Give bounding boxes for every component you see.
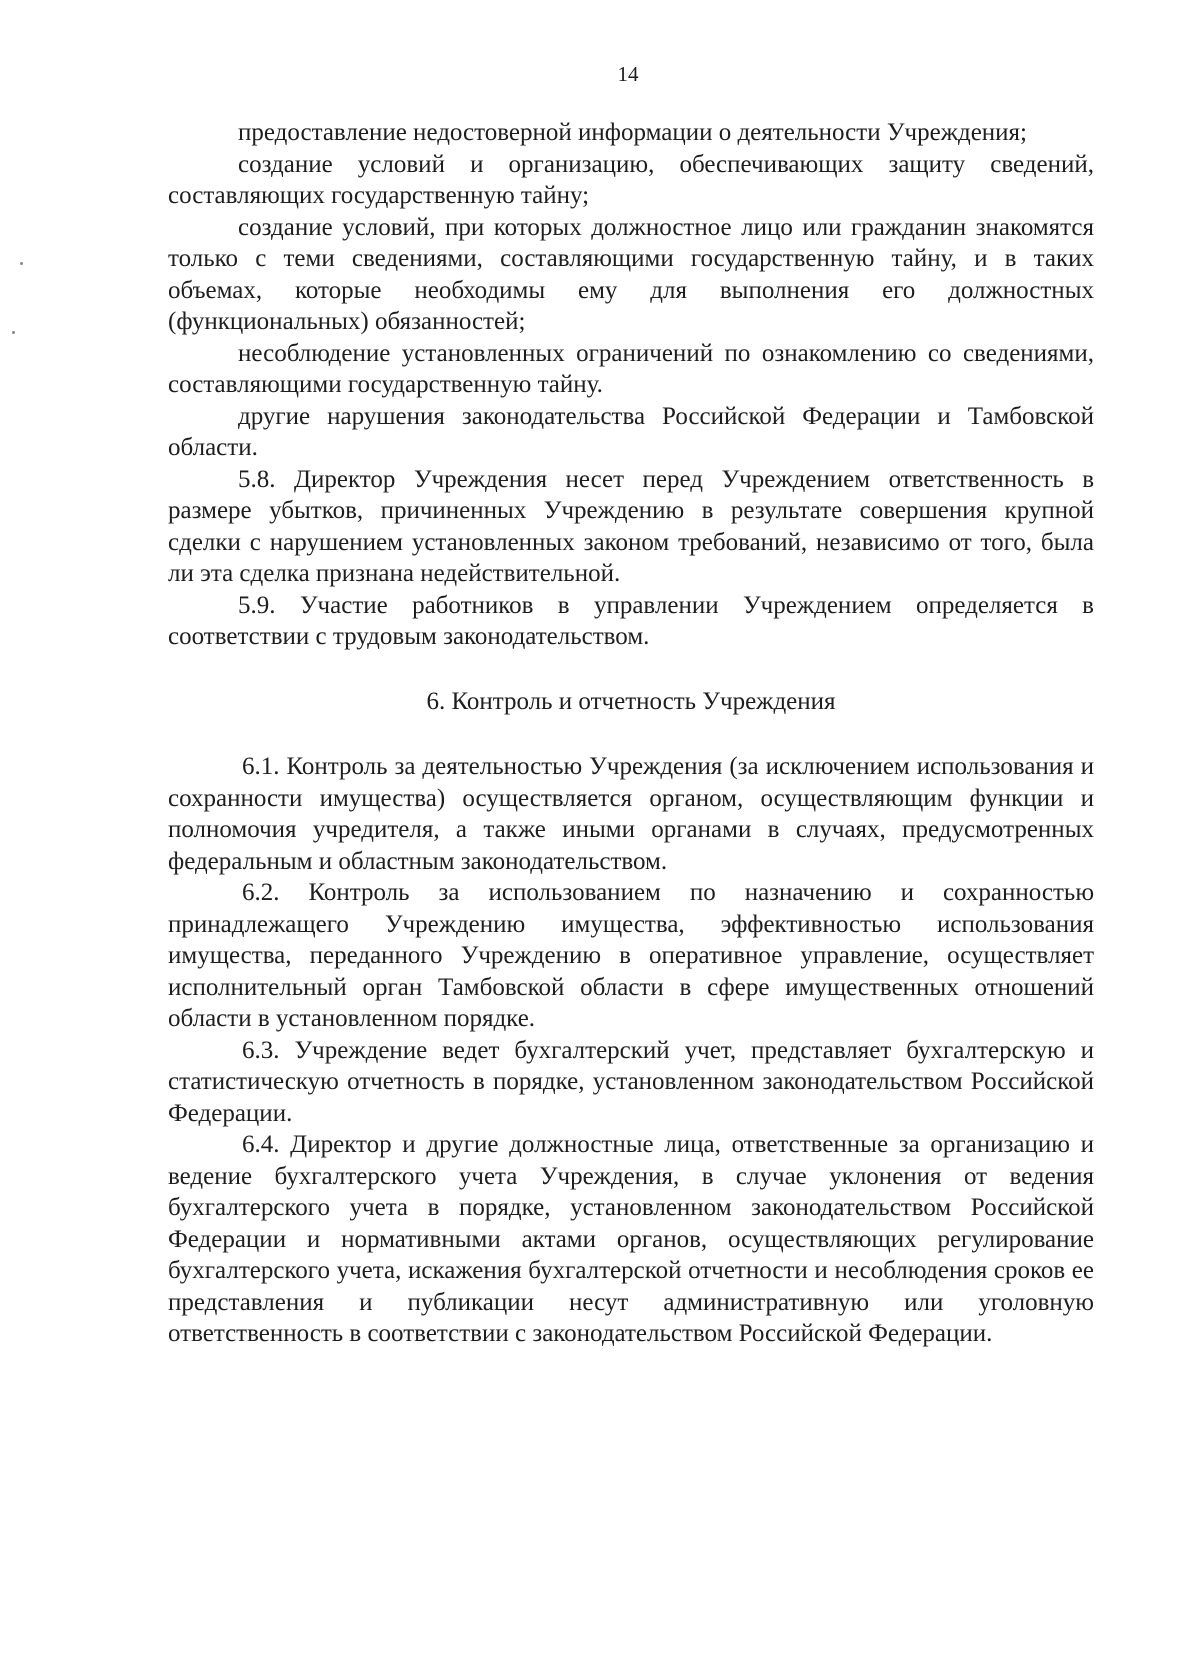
paragraph-5-9: 5.9. Участие работников в управлении Учреждением определяется в соответствии с трудовым законодательством. — [168, 591, 1094, 650]
paragraph-6-3: 6.3. Учреждение ведет бухгалтерский учет, представляет бухгалтерскую и статистическую отчетность в порядке, установленном законодательством Российской Федерации. — [168, 1036, 1094, 1127]
paragraph-6-4: 6.4. Директор и другие должностные лица, ответственные за организацию и ведение бухгалтерского учета Учреждения, в случае уклонения от ведения бухгалтерского учета в порядке, установленном законодательством Российской Федерации и нормативными актами органов, осуществляющих регулирование бухгалтерского учета, искажения бухгалтерской отчетности и несоблюдения сроков ее представления и публикации несут административную или уголовную ответственность в соответствии с законодательством Российской Федерации. — [168, 1131, 1094, 1347]
paragraph-access-restrictions: несоблюдение установленных ограничений по ознакомлению со сведениями, составляющими государственную тайну. — [168, 339, 1094, 398]
paragraph-5-8: 5.8. Директор Учреждения несет перед Учреждением ответственность в размере убытков, причиненных Учреждению в результате совершения крупной сделки с нарушением установленных законом требований, независимо от того, была ли эта сделка признана недействительной. — [168, 465, 1094, 587]
paragraph-unreliable-information: предоставление недостоверной информации о деятельности Учреждения; — [238, 119, 1027, 146]
section-heading: 6. Контроль и отчетность Учреждения — [426, 687, 836, 715]
paragraph-state-secret-protection: создание условий и организацию, обеспечивающих защиту сведений, составляющих государственную тайну; — [168, 150, 1094, 209]
page-number: 14 — [617, 62, 639, 86]
paragraph-other-violations: другие нарушения законодательства Российской Федерации и Тамбовской области. — [168, 402, 1094, 461]
document-body — [168, 117, 1094, 1350]
scan-speck-bottom — [12, 331, 15, 334]
paragraph-access-conditions: создание условий, при которых должностное лицо или гражданин знакомятся только с теми сведениями, составляющими государственную тайну, и в таких объемах, которые необходимы ему для выполнения его должностных (функциональных) обязанностей; — [168, 213, 1094, 335]
paragraph-6-2: 6.2. Контроль за использованием по назначению и сохранностью принадлежащего Учреждению имущества, эффективностью использования имущества, переданного Учреждению в оперативное управление, осуществляет исполнительный орган Тамбовской области в сфере имущественных отношений области в установленном порядке. — [168, 879, 1094, 1032]
scan-speck-top — [20, 262, 23, 265]
paragraph-6-1: 6.1. Контроль за деятельностью Учреждения (за исключением использования и сохранности имущества) осуществляется органом, осуществляющим функции и полномочия учредителя, а также иными органами в случаях, предусмотренных федеральным и областным законодательством. — [168, 753, 1094, 875]
